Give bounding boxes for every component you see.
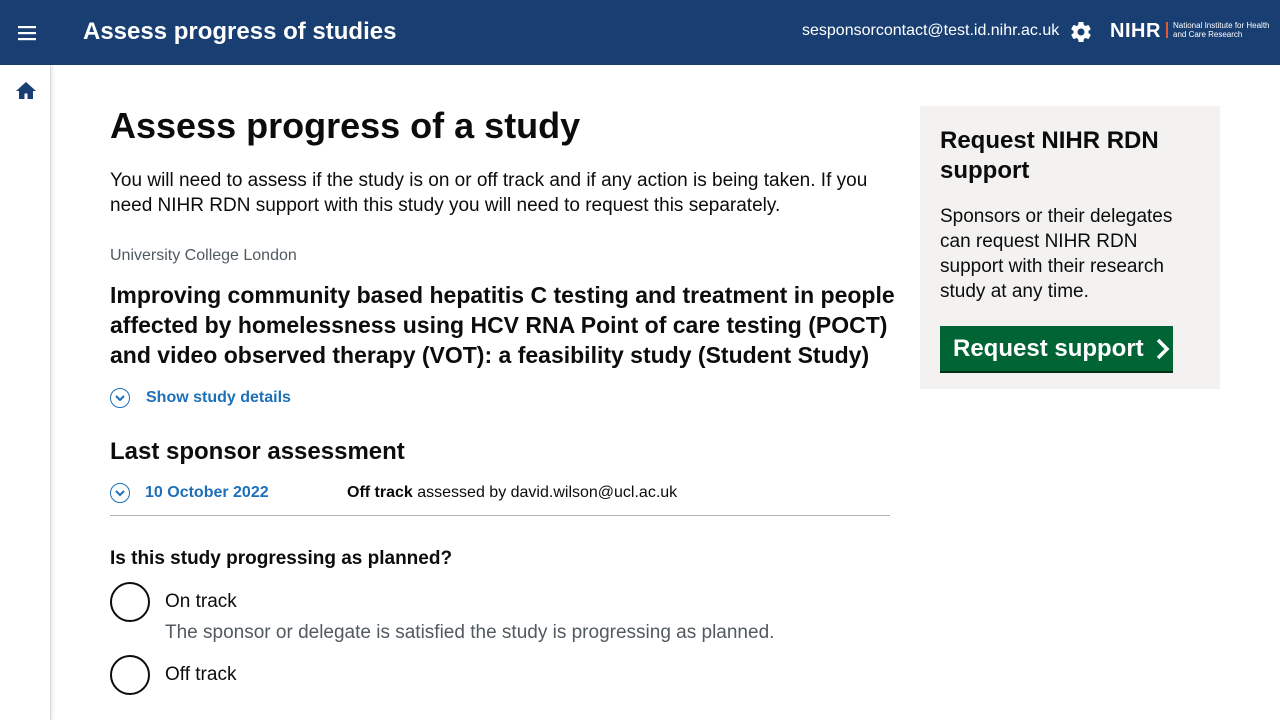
radio-off-track-input[interactable] xyxy=(110,655,150,695)
logo-sub-text: National Institute for Health and Care Research xyxy=(1173,21,1270,39)
chevron-down-icon xyxy=(110,388,130,408)
radio-on-track-hint: The sponsor or delegate is satisfied the study is progressing as planned. xyxy=(165,622,775,643)
assessment-date: 10 October 2022 xyxy=(145,484,269,501)
user-email: sesponsorcontact@test.id.nihr.ac.uk xyxy=(802,22,1060,39)
assessment-assessor: assessed by david.wilson@ucl.ac.uk xyxy=(417,484,678,501)
page-title: Assess progress of a study xyxy=(110,105,581,146)
chevron-down-icon xyxy=(110,483,130,503)
chevron-right-icon xyxy=(1154,338,1172,360)
request-support-button[interactable] xyxy=(940,326,1173,371)
last-assessment-row xyxy=(110,483,890,516)
radio-on-track-label: On track xyxy=(165,591,237,612)
show-study-details-toggle[interactable] xyxy=(110,388,890,408)
top-header xyxy=(0,0,1280,65)
intro-text: You will need to assess if the study is on or off track and if any action is being taken. If you need NIHR RDN support with this study you will need to request this separately. xyxy=(110,170,868,216)
radio-on-track-input[interactable] xyxy=(110,582,150,622)
study-title: Improving community based hepatitis C testing and treatment in people affected by homelessness using HCV RNA Point of care testing (POCT) and video observed therapy (VOT): a feasibility study (Student Study) xyxy=(110,282,895,368)
panel-text: Sponsors or their delegates can request NIHR RDN support with their research study at any time. xyxy=(940,206,1173,302)
assessment-date-toggle[interactable] xyxy=(110,483,269,503)
nihr-logo xyxy=(1110,20,1270,42)
home-icon[interactable] xyxy=(14,79,38,103)
gear-icon[interactable] xyxy=(1069,20,1093,44)
progress-question: Is this study progressing as planned? xyxy=(110,548,453,569)
show-study-details-label: Show study details xyxy=(146,389,291,406)
logo-divider xyxy=(1166,22,1168,38)
panel-title: Request NIHR RDN support xyxy=(940,127,1159,184)
side-nav xyxy=(0,65,51,720)
assessment-status-value: Off track xyxy=(347,484,413,501)
support-panel xyxy=(920,106,1220,389)
radio-off-track-label: Off track xyxy=(165,664,237,685)
menu-icon[interactable] xyxy=(13,21,41,45)
app-title: Assess progress of studies xyxy=(83,18,397,45)
assessment-status xyxy=(347,484,677,502)
logo-main-text: NIHR xyxy=(1110,20,1161,42)
radio-off-track[interactable] xyxy=(110,655,890,695)
last-assessment-heading: Last sponsor assessment xyxy=(110,438,405,465)
request-support-label: Request support xyxy=(953,334,1144,362)
organisation-name: University College London xyxy=(110,247,297,264)
main-content xyxy=(110,105,895,695)
radio-on-track[interactable] xyxy=(110,582,890,622)
